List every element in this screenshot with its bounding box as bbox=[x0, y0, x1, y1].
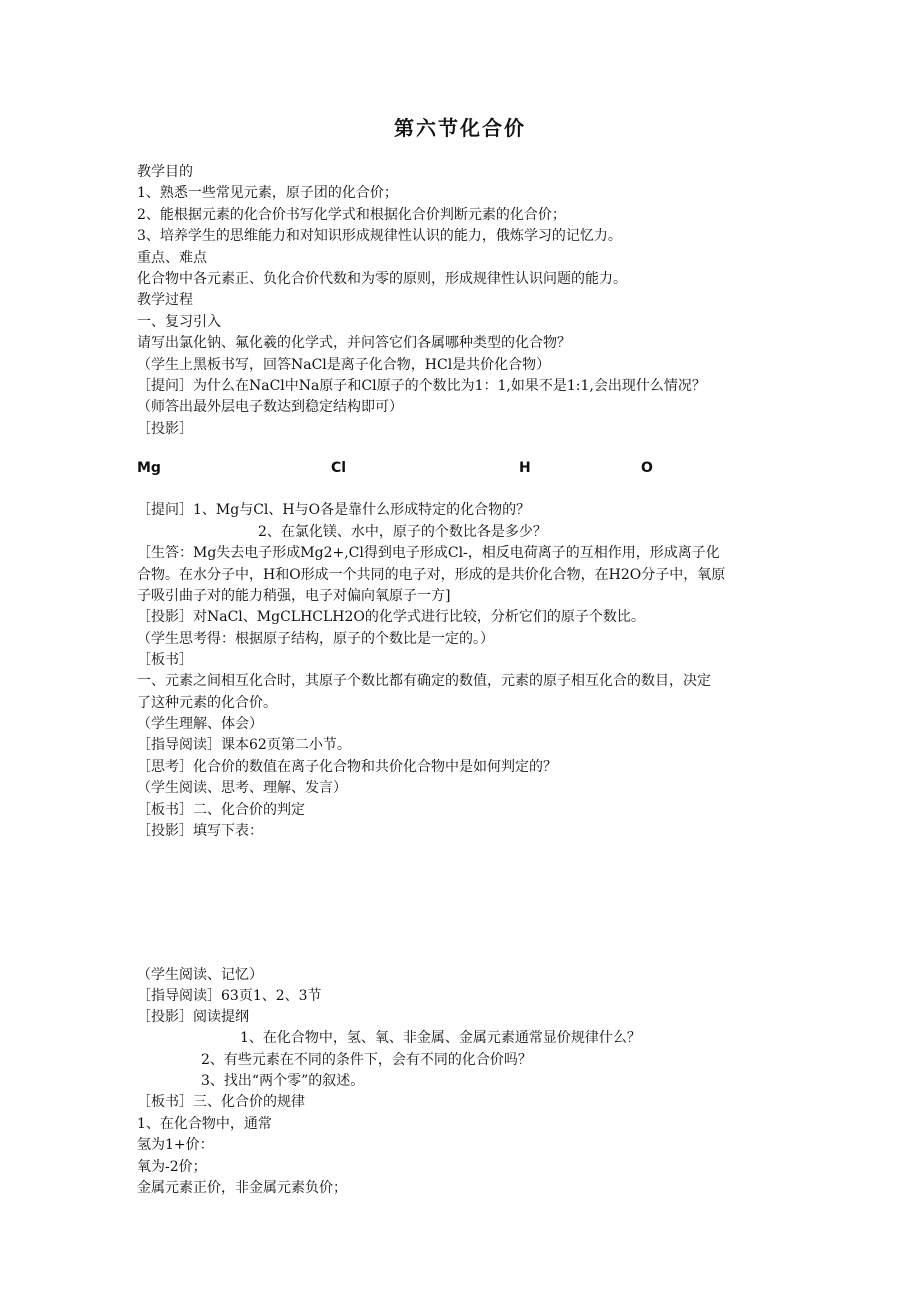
page-title: 第六节化合价 bbox=[394, 116, 526, 140]
text-line: 1、在化合物中，氢、氧、非金属、金属元素通常显价规律什么？ bbox=[240, 1030, 641, 1046]
text-line: 子吸引曲子对的能力稍强，电子对偏向氧原子一方] bbox=[137, 588, 451, 604]
element-cl: Cl bbox=[331, 460, 347, 476]
text-line: 氢为1+价： bbox=[137, 1137, 214, 1153]
text-line: （学生上黑板书写，回答NaCl是离子化合物，HCl是共价化合物） bbox=[137, 357, 551, 373]
text-line: 请写出氯化钠、氟化羲的化学式，并问答它们各属哪种类型的化合物？ bbox=[137, 335, 571, 351]
text-line: 2、在氯化镁、水中，原子的个数比各是多少？ bbox=[258, 524, 547, 540]
text-line: ［投影］ bbox=[137, 421, 193, 437]
text-line: ［板书］ bbox=[137, 652, 193, 668]
text-line: ［投影］对NaCl、MgCLHCLH2O的化学式进行比较，分析它们的原子个数比。 bbox=[137, 609, 645, 625]
text-line: 金属元素正价，非金属元素负价； bbox=[137, 1180, 347, 1196]
text-line: （师答出最外层电子数达到稳定结构即可） bbox=[137, 399, 403, 415]
text-line: ［投影］填写下表： bbox=[137, 823, 263, 839]
text-line: ［生答：Mg失去电子形成Mg2+,Cl得到电子形成Cl-，相反电荷离子的互相作用，形成离子化 bbox=[137, 545, 720, 561]
text-line: （学生思考得：根据原子结构，原子的个数比是一定的。） bbox=[137, 631, 494, 647]
text-line: ［提问］为什么在NaCl中Na原子和Cl原子的个数比为1：1,如果不是1:1,会出现什么情况？ bbox=[137, 378, 706, 394]
element-mg: Mg bbox=[137, 460, 161, 476]
element-h: H bbox=[519, 460, 531, 476]
text-line: 1、熟悉一些常见元素，原子团的化合价； bbox=[137, 185, 398, 201]
text-line: ［板书］二、化合价的判定 bbox=[137, 802, 305, 818]
element-o: O bbox=[641, 460, 653, 476]
text-line: 氧为-2价； bbox=[137, 1159, 207, 1175]
text-line: 合物。在水分子中，H和O形成一个共同的电子对，形成的是共价化合物，在H2O分子中，氧原 bbox=[137, 567, 726, 583]
text-line: ［提问］1、Mg与Cl、H与O各是靠什么形成特定的化合物的？ bbox=[137, 502, 531, 518]
text-line: 2、能根据元素的化合价书写化学式和根据化合价判断元素的化合价； bbox=[137, 207, 566, 223]
text-line: 2、有些元素在不同的条件下，会有不同的化合价吗？ bbox=[201, 1052, 532, 1068]
text-line: （学生理解、体会） bbox=[137, 716, 263, 732]
text-line: 3、培养学生的思维能力和对知识形成规律性认识的能力，俄炼学习的记忆力。 bbox=[137, 228, 622, 244]
text-line: 1、在化合物中，通常 bbox=[137, 1116, 272, 1132]
text-line: （学生阅读、思考、理解、发言） bbox=[137, 780, 347, 796]
text-line: 一、元素之间相互化合时，其原子个数比都有确定的数值，元素的原子相互化合的数目，决定 bbox=[137, 673, 711, 689]
text-line: 重点、难点 bbox=[137, 250, 207, 266]
text-line: ［板书］三、化合价的规律 bbox=[137, 1094, 305, 1110]
text-line: ［指导阅读］课本62页第二小节。 bbox=[137, 737, 351, 753]
text-line: ［指导阅读］63页1、2、3节 bbox=[137, 988, 322, 1004]
text-line: 教学过程 bbox=[137, 292, 193, 308]
text-line: ［思考］化合价的数值在离子化合物和共价化合物中是如何判定的？ bbox=[137, 759, 557, 775]
text-line: 教学目的 bbox=[137, 164, 193, 180]
text-line: 了这种元素的化合价。 bbox=[137, 695, 277, 711]
text-line: 3、找出“两个零”的叙述。 bbox=[201, 1073, 365, 1089]
text-line: 一、复习引入 bbox=[137, 314, 221, 330]
text-line: ［投影］阅读提纲 bbox=[137, 1009, 249, 1025]
text-line: 化合物中各元素正、负化合价代数和为零的原则，形成规律性认识问题的能力。 bbox=[137, 271, 627, 287]
text-line: （学生阅读、记忆） bbox=[137, 967, 263, 983]
